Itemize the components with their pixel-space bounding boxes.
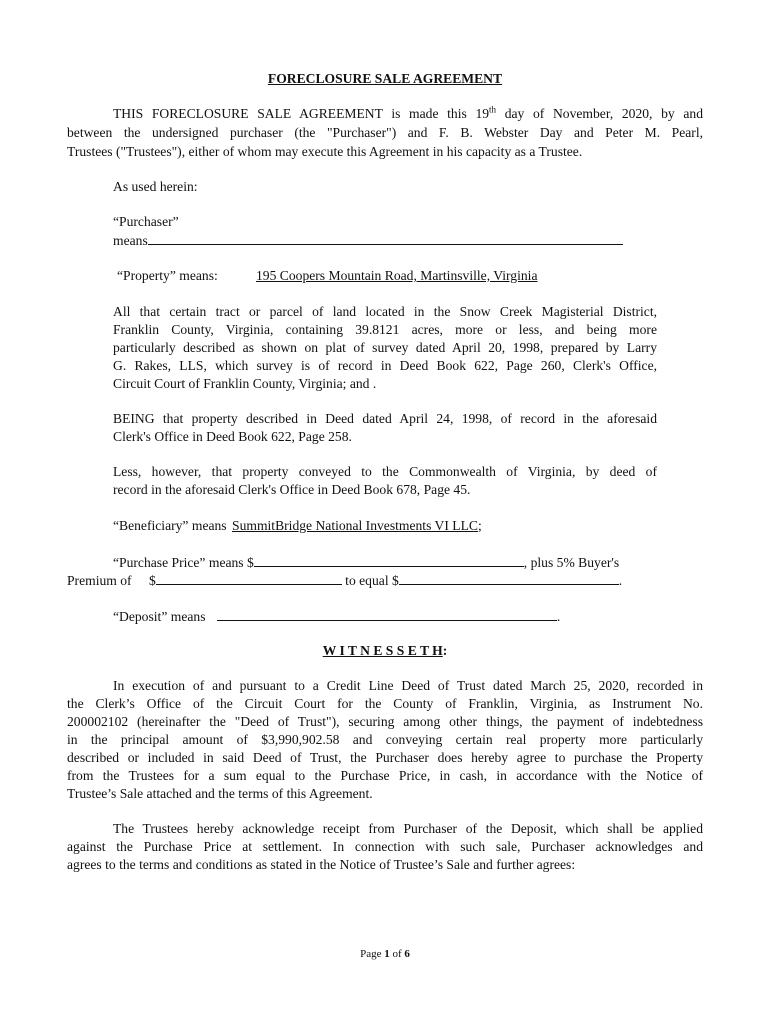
premium-label: Premium of — [67, 573, 132, 588]
premium-dollar: $ — [148, 573, 156, 588]
being-line: Clerk's Office in Deed Book 622, Page 258. — [113, 429, 352, 444]
to-equal: to equal $ — [341, 573, 399, 588]
tract-line: Franklin County, Virginia, containing 39.8121 acres, more or less, and being more — [113, 322, 657, 337]
beneficiary-end: ; — [477, 518, 482, 533]
page-footer — [0, 948, 770, 960]
intro-text: THIS FORECLOSURE SALE AGREEMENT is made this 19 — [113, 106, 490, 121]
deposit-blank[interactable] — [217, 607, 557, 621]
tract-line: All that certain tract or parcel of land located in the Snow Creek Magisterial District, — [113, 304, 657, 319]
beneficiary-line — [113, 517, 482, 535]
witnesseth-colon: : — [442, 643, 448, 658]
being-line: BEING that property described in Deed dated April 24, 1998, of record in the aforesaid — [113, 411, 657, 426]
purchaser-means-line — [113, 231, 623, 250]
footer-page-total: 6 — [404, 948, 410, 960]
premium-blank[interactable] — [156, 571, 342, 585]
intro-line-3: Trustees ("Trustees"), either of whom may execute this Agreement in his capacity as a Trustee. — [67, 144, 583, 159]
deposit-end: . — [556, 609, 561, 624]
execution-line: in the principal amount of $3,990,902.58 and conveying certain real property more particularly — [67, 732, 703, 747]
footer-page-word: Page — [360, 948, 385, 960]
execution-line: described or included in said Deed of Trust, the Purchaser does hereby agree to purchase the Property — [67, 750, 703, 765]
purchase-price-blank[interactable] — [254, 553, 524, 567]
footer-page-number: 1 — [384, 948, 390, 960]
execution-line: In execution of and pursuant to a Credit Line Deed of Trust dated March 25, 2020, recorded in — [113, 678, 703, 693]
beneficiary-value: SummitBridge National Investments VI LLC — [232, 518, 478, 533]
execution-line: 200002102 (hereinafter the "Deed of Trust"), securing among other things, the payment of indebtedness — [67, 714, 703, 729]
tract-line: Circuit Court of Franklin County, Virginia; and . — [113, 376, 377, 391]
purchase-price-line — [113, 553, 619, 572]
tract-line: particularly described as shown on plat of survey dated April 20, 1998, prepared by Larry — [113, 340, 657, 355]
witnesseth-text: W I T N E S S E T H — [322, 643, 443, 658]
premium-line — [67, 571, 622, 590]
premium-period: . — [618, 573, 623, 588]
intro-line-2: between the undersigned purchaser (the "Purchaser") and F. B. Webster Day and Peter M. Pearl, — [67, 125, 703, 140]
execution-line: Trustee’s Sale attached and the terms of this Agreement. — [67, 786, 373, 801]
footer-of-word: of — [389, 948, 405, 960]
intro-line-1 — [113, 105, 703, 123]
purchase-price-label: “Purchase Price” means $ — [113, 555, 254, 570]
document-title: FORECLOSURE SALE AGREEMENT — [267, 71, 503, 86]
purchaser-label: “Purchaser” — [113, 214, 179, 229]
trustees-line: against the Purchase Price at settlement. In connection with such sale, Purchaser acknowledges and — [67, 839, 703, 854]
intro-text-end: day of November, 2020, by and — [496, 106, 703, 121]
tract-line: G. Rakes, LLS, which survey is of record in Deed Book 622, Page 260, Clerk's Office, — [113, 358, 657, 373]
property-value: 195 Coopers Mountain Road, Martinsville, Virginia — [256, 268, 538, 283]
witnesseth-heading — [0, 642, 770, 660]
property-line — [117, 267, 218, 285]
as-used-herein: As used herein: — [113, 179, 198, 194]
property-label: “Property” means: — [117, 268, 218, 283]
execution-line: the Clerk’s Office of the Circuit Court for the County of Franklin, Virginia, as Instrument No. — [67, 696, 703, 711]
deposit-label: “Deposit” means — [113, 609, 206, 624]
execution-line: from the Trustees for a sum equal to the Purchase Price, in cash, in accordance with the Notice of — [67, 768, 703, 783]
trustees-line: agrees to the terms and conditions as stated in the Notice of Trustee’s Sale and further agrees: — [67, 857, 576, 872]
equal-blank[interactable] — [399, 571, 619, 585]
purchaser-blank[interactable] — [148, 231, 623, 245]
purchase-price-tail: , plus 5% Buyer's — [523, 555, 620, 570]
purchaser-means: means — [113, 233, 148, 248]
trustees-line: The Trustees hereby acknowledge receipt from Purchaser of the Deposit, which shall be applied — [113, 821, 703, 836]
beneficiary-label: “Beneficiary” means — [113, 518, 227, 533]
deposit-line — [113, 607, 560, 626]
less-line: record in the aforesaid Clerk's Office in Deed Book 678, Page 45. — [113, 482, 471, 497]
less-line: Less, however, that property conveyed to the Commonwealth of Virginia, by deed of — [113, 464, 657, 479]
intro-superscript: th — [489, 104, 497, 115]
